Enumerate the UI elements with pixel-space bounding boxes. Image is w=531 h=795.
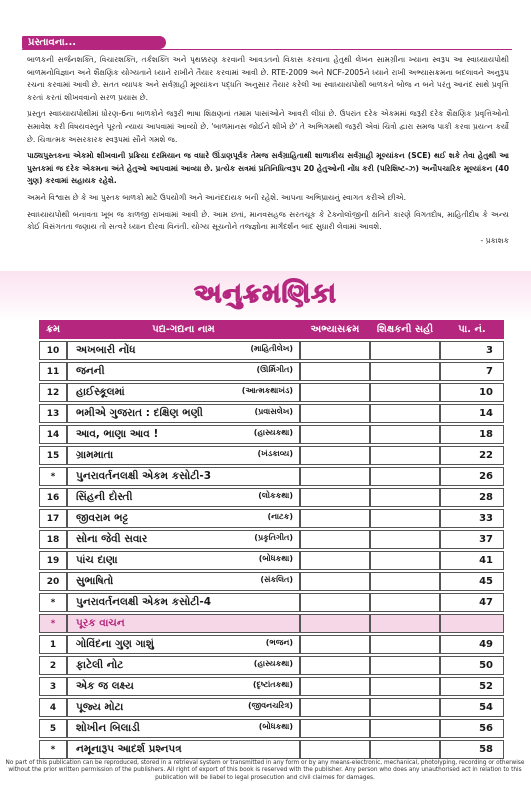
row-page-number: 7 (440, 362, 504, 381)
row-genre: (આત્મકથાખંડ) (241, 386, 293, 395)
teacher-sign-cell (370, 425, 440, 444)
row-title-text: પુનરાવર્તનલક્ષી એકમ કસોટી-3 (76, 470, 212, 482)
row-title (67, 425, 300, 444)
row-number: 15 (39, 446, 67, 465)
index-table (39, 318, 504, 761)
header-study: અભ્યાસક્રમ (300, 320, 370, 339)
study-cell (300, 425, 370, 444)
row-page-number: 37 (440, 530, 504, 549)
study-cell (300, 635, 370, 654)
row-number: 10 (39, 341, 67, 360)
row-number: 2 (39, 656, 67, 675)
row-title-text: નમૂનારૂપ આદર્શ પ્રશ્નપત્ર (76, 743, 182, 755)
preface-divider (22, 49, 512, 50)
row-genre: (બોધકથા) (258, 554, 293, 563)
publisher-signature: - પ્રકાશક (480, 235, 509, 245)
teacher-sign-cell (370, 614, 440, 633)
study-cell (300, 698, 370, 717)
teacher-sign-cell (370, 530, 440, 549)
row-title-text: ગોવિંદના ગુણ ગાશું (76, 638, 154, 650)
teacher-sign-cell (370, 509, 440, 528)
row-genre: (હાસ્યકથા) (253, 659, 293, 668)
row-number: 16 (39, 488, 67, 507)
row-title-text: પુનરાવર્તનલક્ષી એકમ કસોટી-4 (76, 596, 212, 608)
row-genre: (સંકલિત) (260, 575, 293, 584)
row-title (67, 572, 300, 591)
row-title-text: પાંચ દાણા (76, 554, 118, 566)
row-title-text: ગ્રામમાતા (76, 449, 114, 461)
row-page-number: 18 (440, 425, 504, 444)
row-page-number: 28 (440, 488, 504, 507)
row-title-text: હાઈસ્કૂલમાં (76, 386, 125, 398)
preface-paragraph: પ્રસ્તુત સ્વાધ્યાયપોથીમાં ધોરણ-6ના બાળકોને જરૂરી ભાષા શિક્ષણનાં તમામ પાસાંઓને આવરી લીધાં છે. ઉપરાંત દરેક એકમમાં જરૂરી દરેક શૈક્ષણિક પ્રવૃત્તિઓનો સમાવેશ કરી વિષયવસ્તુને પૂરતો ન્યાય આપવામાં આવ્યો છે. 'બાળમાનસ જોઈને શીખે છે' તે અભિગમથી જરૂરી એવાં ચિત્રો દ્વારા સમજ પાકી કરવા પ્રયત્ન કર્યો છે. ચિત્રાત્મક અસરકારક સ્વરૂપમાં સૌને ગમશે જ. (27, 109, 509, 144)
row-title-text: આવ, ભાણા આવ ! (76, 428, 159, 440)
table-row (39, 362, 504, 381)
row-number: 17 (39, 509, 67, 528)
row-title-text: પૂજ્ય મોટા (76, 701, 124, 713)
row-title-text: ભમીએ ગુજરાત : દક્ષિણ ભણી (76, 407, 203, 419)
row-title-text: ફાટેલી નોટ (76, 659, 124, 671)
row-page-number: 50 (440, 656, 504, 675)
teacher-sign-cell (370, 719, 440, 738)
row-page-number: 58 (440, 740, 504, 759)
row-page-number: 52 (440, 677, 504, 696)
row-genre: (લોકકથા) (258, 491, 293, 500)
row-page-number: 10 (440, 383, 504, 402)
study-cell (300, 467, 370, 486)
row-title (67, 551, 300, 570)
row-title-text: સિંહની દોસ્તી (76, 491, 133, 503)
table-row (39, 425, 504, 444)
row-number: * (39, 593, 67, 612)
row-title-text: અખબારી નોંધ (76, 344, 136, 356)
row-title-text: શોખીન બિલાડી (76, 722, 140, 734)
row-title-text: જીવરામ ભટ્ટ (76, 512, 129, 524)
row-title (67, 719, 300, 738)
row-number: 1 (39, 635, 67, 654)
teacher-sign-cell (370, 383, 440, 402)
row-genre: (પ્રવાસલેખ) (254, 407, 293, 416)
teacher-sign-cell (370, 635, 440, 654)
row-page-number: 54 (440, 698, 504, 717)
row-number: 5 (39, 719, 67, 738)
row-title (67, 635, 300, 654)
table-row (39, 446, 504, 465)
teacher-sign-cell (370, 677, 440, 696)
study-cell (300, 488, 370, 507)
row-page-number: 33 (440, 509, 504, 528)
row-page-number: 3 (440, 341, 504, 360)
study-cell (300, 551, 370, 570)
row-number: * (39, 740, 67, 759)
study-cell (300, 383, 370, 402)
study-cell (300, 656, 370, 675)
teacher-sign-cell (370, 551, 440, 570)
row-title (67, 698, 300, 717)
row-title (67, 677, 300, 696)
header-num: ક્રમ (39, 320, 67, 339)
header-title: પદ્ય-ગદ્યના નામ (67, 320, 300, 339)
study-cell (300, 404, 370, 423)
table-row (39, 572, 504, 591)
row-page-number: 56 (440, 719, 504, 738)
row-genre: (ખંડકાવ્ય) (257, 449, 293, 458)
supplement-section-row (39, 614, 504, 633)
supplement-label: પૂરક વાચન (67, 614, 300, 633)
preface-paragraph: બાળકની સર્જનશક્તિ, વિચારશક્તિ, તર્કશક્તિ અને પૃથક્કરણ કરવાની આવડતનો વિકાસ કરવાના હેતુથી લેખન સામગ્રીના ખ્યાના સ્વરૂપ આ સ્વાધ્યાયપોથી બાળમનોવિજ્ઞાન અને શૈક્ષણિક યોગ્યતાને ધ્યાને રાખીને તૈયાર કરવામાં આવી છે. RTE-2009 અને NCF-2005ને ધ્યાને રાખી અભ્યાસક્રમના બદલાવને અનુરૂપ રચના કરવામાં આવી છે. સતત વ્યાપક અને સર્વગ્રાહી મૂલ્યાંકન પદ્ધતિ અનુસાર તૈયાર કરેલી આ સ્વાધ્યાયપોથી બાળકને બોજ ન બને પરંતુ આનંદ સાથે પ્રવૃત્તિ કરતાં કરતાં શીખવવાનો સરળ પ્રયાસ છે. (27, 55, 509, 102)
row-page-number: 49 (440, 635, 504, 654)
row-title-text: સોના જેવી સવાર (76, 533, 148, 545)
row-title (67, 740, 300, 759)
table-row (39, 383, 504, 402)
teacher-sign-cell (370, 341, 440, 360)
study-cell (300, 593, 370, 612)
table-row (39, 404, 504, 423)
row-page-number: 26 (440, 467, 504, 486)
study-cell (300, 530, 370, 549)
preface-body (27, 54, 509, 247)
table-row (39, 635, 504, 654)
row-number: 11 (39, 362, 67, 381)
preface-bold-paragraph: પાઠ્યપુસ્તકના એકમો શીખવાની પ્રક્રિયા દરમિયાન જ વધારે ઊંડાણપૂર્વક તેમજ સર્વગ્રાહિતાથી શાળાકીય સર્વગ્રાહી મૂલ્યાંકન (SCE) થઈ શકે તેવા હેતુથી આ પુસ્તકમાં જ દરેક એકમના અંતે હેતુઓ આપવામાં આવ્યા છે. પ્રત્યેક સત્રમાં પ્રતિનિધિત્વરૂપ 20 હેતુઓની નોંધ કરી (પરિશિષ્ટ-ઝ) અનૌપચારિક મૂલ્યાંકન (40 ગુણ) કરવામાં સહાયક રહેશે. (27, 151, 509, 186)
row-genre: (માહિતીલેખ) (250, 344, 293, 353)
row-number: 13 (39, 404, 67, 423)
row-title (67, 530, 300, 549)
row-number: 4 (39, 698, 67, 717)
table-row (39, 488, 504, 507)
study-cell (300, 362, 370, 381)
study-cell (300, 740, 370, 759)
index-header-row (39, 320, 504, 339)
row-title (67, 656, 300, 675)
row-number: 14 (39, 425, 67, 444)
row-page-number: 47 (440, 593, 504, 612)
row-title (67, 446, 300, 465)
index-title: અનુક્રમણિકા (194, 279, 337, 309)
row-page-number: 45 (440, 572, 504, 591)
row-number: 3 (39, 677, 67, 696)
teacher-sign-cell (370, 446, 440, 465)
study-cell (300, 614, 370, 633)
table-row (39, 719, 504, 738)
preface-heading: પ્રસ્તાવના... (22, 36, 166, 49)
row-title-text: એક જ લક્ષ્ય (76, 680, 134, 692)
row-page-number: 41 (440, 551, 504, 570)
study-cell (300, 509, 370, 528)
row-number: * (39, 467, 67, 486)
study-cell (300, 341, 370, 360)
teacher-sign-cell (370, 656, 440, 675)
row-genre: (ઊર્મિગીત) (256, 365, 293, 374)
row-genre: (બોધકથા) (258, 722, 293, 731)
teacher-sign-cell (370, 404, 440, 423)
row-title (67, 341, 300, 360)
row-genre: (જીવનચરિત્ર) (247, 701, 293, 710)
header-page: પા. નં. (440, 320, 504, 339)
table-row (39, 341, 504, 360)
row-genre: (પ્રકૃતિગીત) (254, 533, 293, 542)
teacher-sign-cell (370, 488, 440, 507)
row-genre: (ભજન) (265, 638, 293, 647)
row-number: 12 (39, 383, 67, 402)
study-cell (300, 677, 370, 696)
teacher-sign-cell (370, 572, 440, 591)
supplement-marker: * (39, 614, 67, 633)
row-genre: (નાટક) (267, 512, 293, 521)
teacher-sign-cell (370, 740, 440, 759)
copyright-notice: No part of this publication can be reproduced, stored in a retrieval system or transmitted in any form or by any means-electronic, mechanical, photolyping, recording or otherwise without the prior written permission of the publishers. All right of export of this book is reserved with the publisher. Any person who does any unauthorised act in relation to this publication will be liabel to legal prosecution and civil claimes for damages. (5, 760, 525, 781)
header-teacher: શિક્ષકની સહી (370, 320, 440, 339)
preface-paragraph: અમને વિશ્વાસ છે કે આ પુસ્તક બાળકો માટે ઉપયોગી અને આનંદદાયક બની રહેશે. આપના અભિપ્રાયનું સ્વાગત કરીએ છીએ. (27, 192, 407, 202)
teacher-sign-cell (370, 467, 440, 486)
table-row (39, 698, 504, 717)
row-title (67, 593, 300, 612)
table-row (39, 593, 504, 612)
table-row (39, 509, 504, 528)
row-title (67, 362, 300, 381)
table-row (39, 677, 504, 696)
study-cell (300, 572, 370, 591)
table-row (39, 551, 504, 570)
preface-paragraph: સ્વાધ્યાયપોથી બનાવતા ખૂબ જ કાળજી રાખવામાં આવી છે. આમ છતાં, માનવસહજ સરતચૂક કે ટેક્નોલૉજીની ક્ષતિને કારણે વિગતદોષ, માહિતીદોષ કે અન્ય કોઈ વિસંગતતા જણાય તો સત્વરે ધ્યાન દોરવા વિનંતી. યોગ્ય સૂચનોને તજ્જ્ઞોના માર્ગદર્શન બાદ સુધારી લેવામાં આવશે. (27, 209, 509, 232)
table-row (39, 740, 504, 759)
row-title (67, 509, 300, 528)
row-number: 20 (39, 572, 67, 591)
row-title (67, 488, 300, 507)
row-title (67, 383, 300, 402)
study-cell (300, 446, 370, 465)
row-page-number (440, 614, 504, 633)
study-cell (300, 719, 370, 738)
teacher-sign-cell (370, 698, 440, 717)
table-row (39, 530, 504, 549)
row-title-text: સુભાષિતો (76, 575, 114, 587)
row-genre: (હાસ્યકથા) (253, 428, 293, 437)
table-row (39, 467, 504, 486)
row-page-number: 14 (440, 404, 504, 423)
table-row (39, 656, 504, 675)
teacher-sign-cell (370, 593, 440, 612)
row-title (67, 467, 300, 486)
row-page-number: 22 (440, 446, 504, 465)
teacher-sign-cell (370, 362, 440, 381)
row-number: 18 (39, 530, 67, 549)
row-title-text: જનની (76, 365, 105, 377)
row-number: 19 (39, 551, 67, 570)
row-genre: (દૃષ્ટાંતકથા) (252, 680, 293, 689)
row-title (67, 404, 300, 423)
